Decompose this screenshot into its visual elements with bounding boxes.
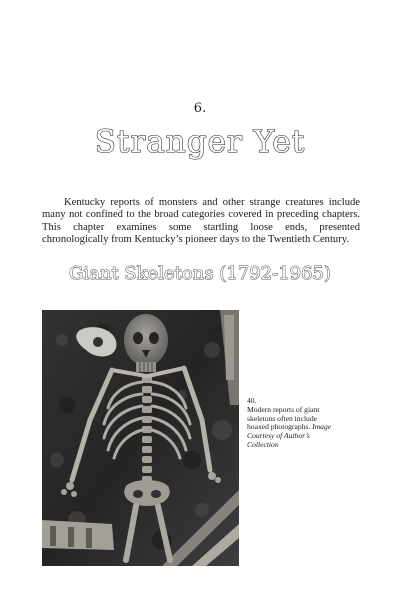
skeleton-photo [42,310,239,566]
figure-caption [247,397,333,450]
skeleton-photo-image [42,310,239,566]
caption-text: Modern reports of giant skeletons often include hoaxed photographs. [247,404,320,432]
figure-number: 40. [247,396,257,405]
chapter-title: Stranger Yet [94,124,306,160]
intro-paragraph: Kentucky reports of monsters and other strange creatures include many not confined to the broad categories covered in preceding chapters. This chapter examines some startling loose ends, presented chronologically from Kentucky’s pioneer days to the Twentieth Century. [42,197,360,246]
image-credit: Image Courtesy of Author’s Collection [247,422,332,449]
chapter-number: 6. [193,101,207,116]
section-title: Giant Skeletons (1792-1965) [68,263,332,284]
